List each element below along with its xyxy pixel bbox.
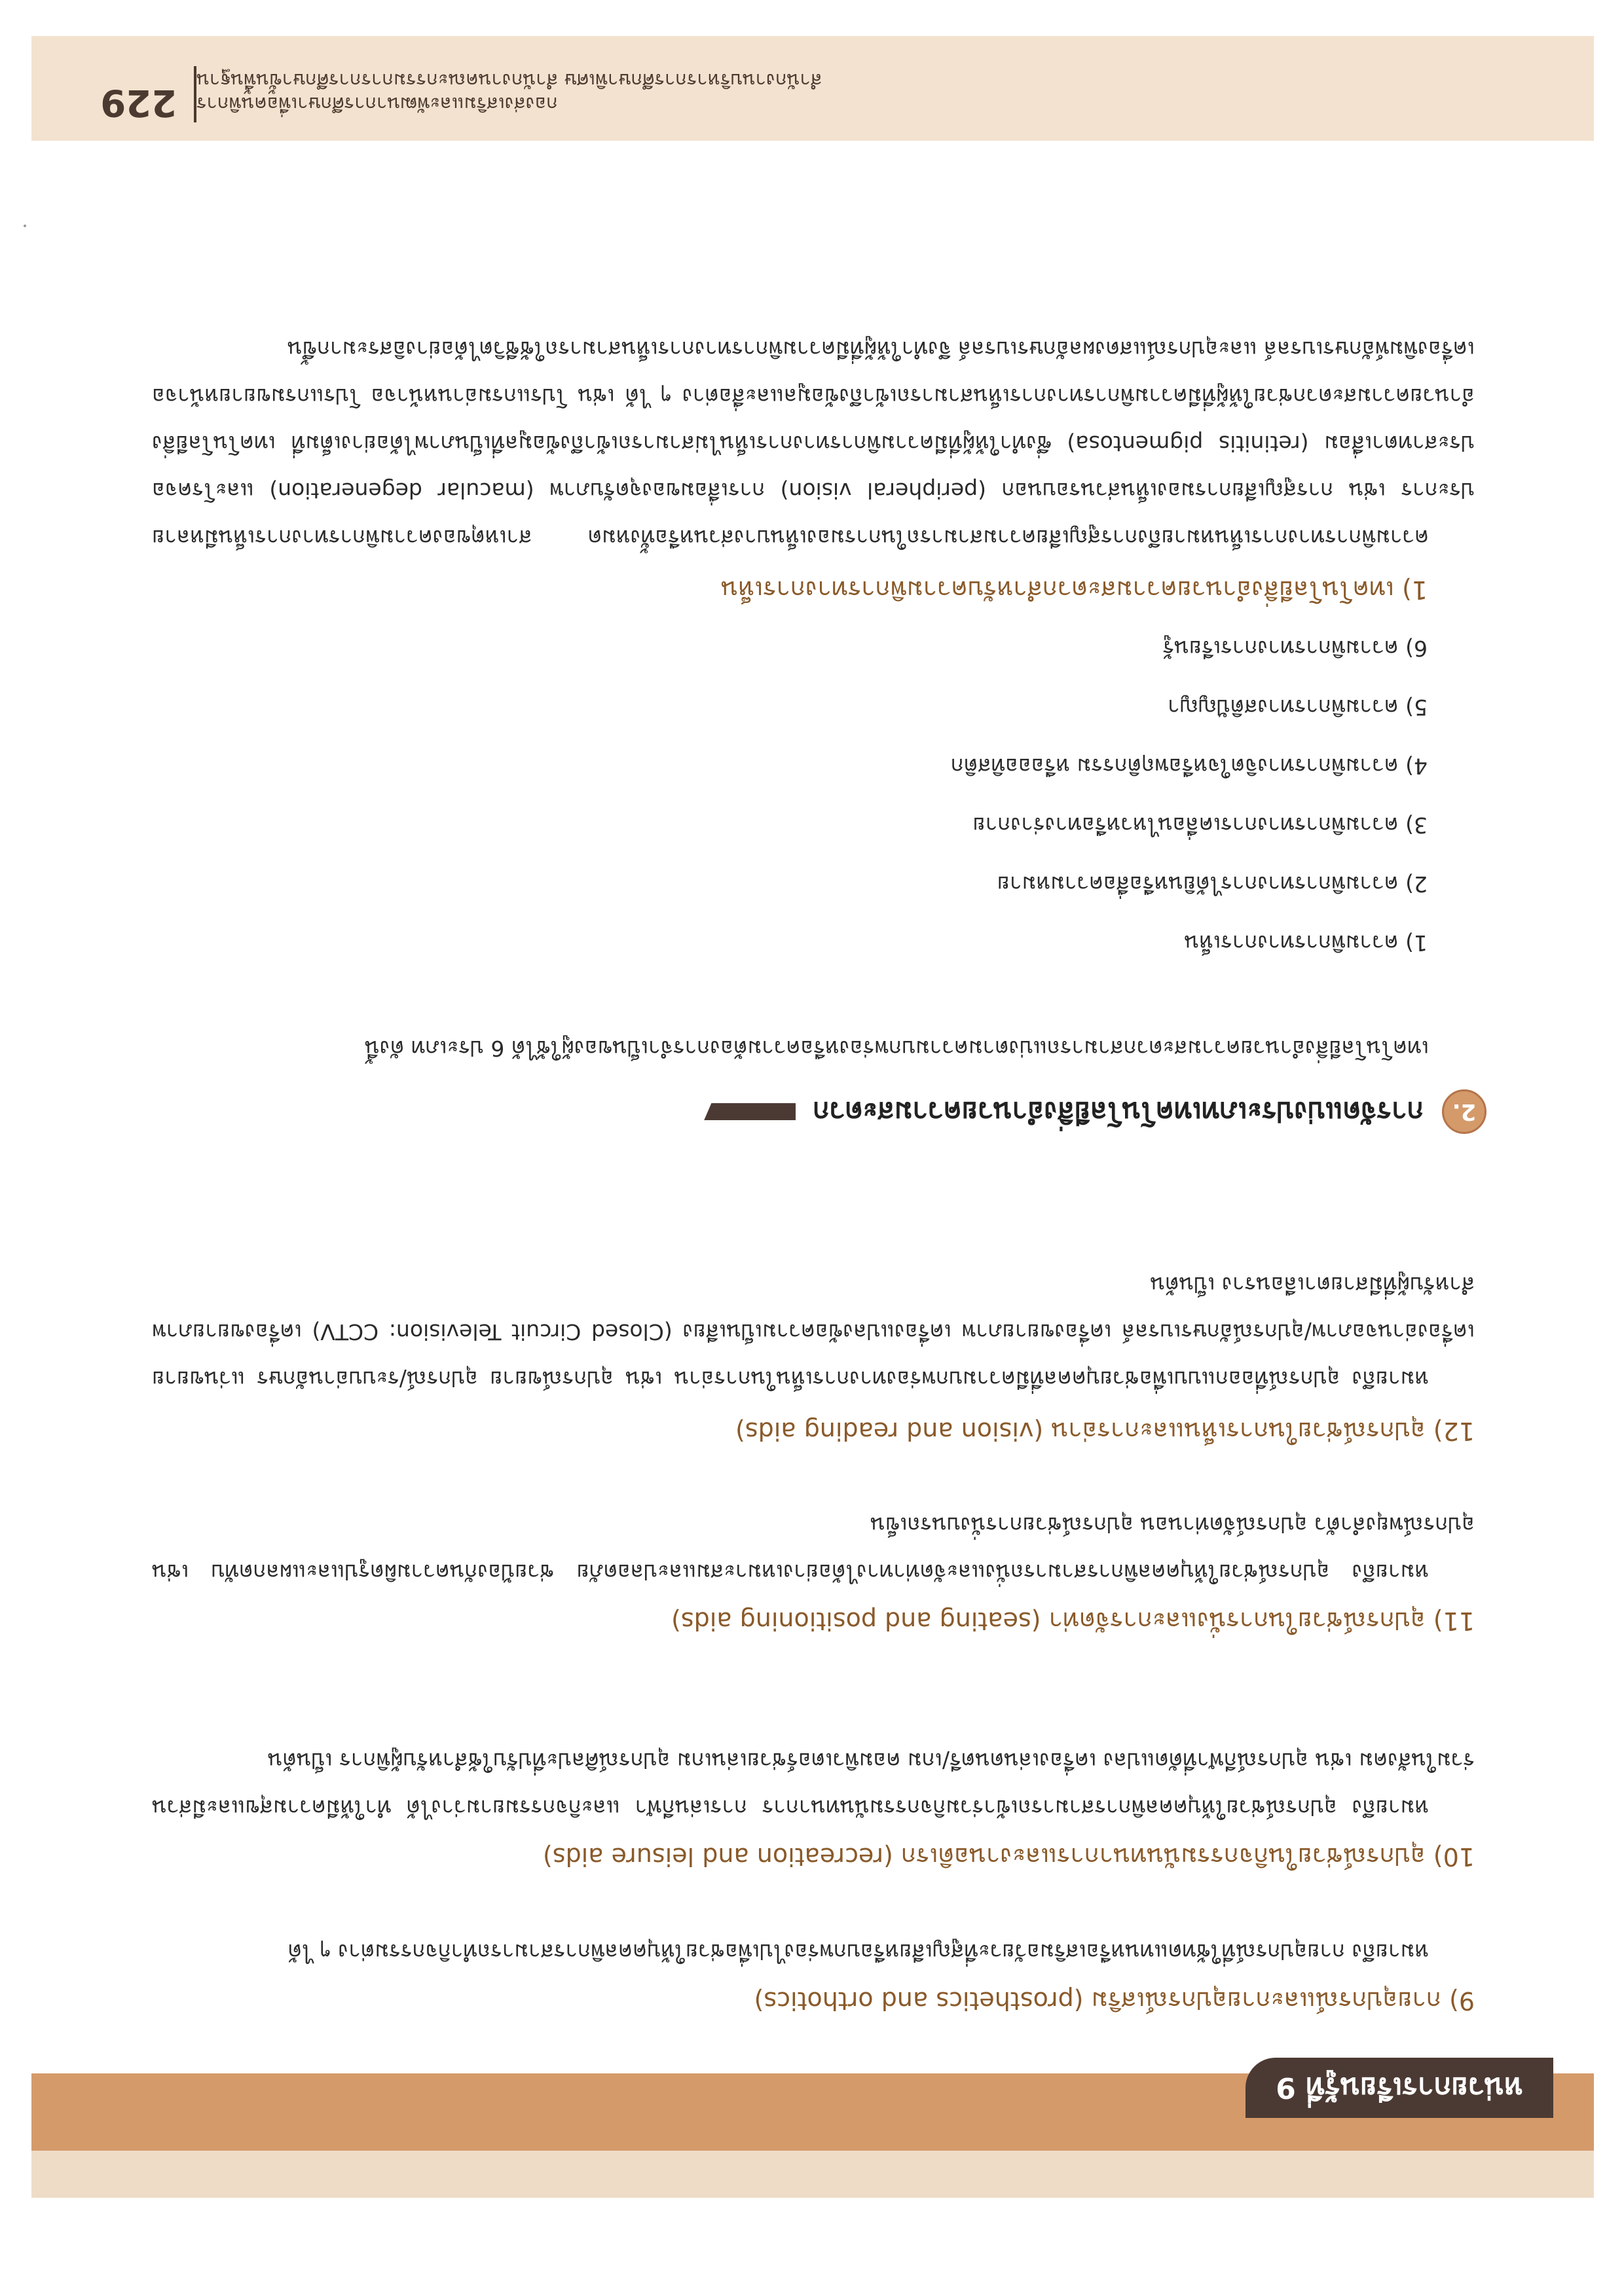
- section-title: การจัดแบ่งประเภทเทคโนโลยีสิ่งอำนวยความสะดวก: [813, 1096, 1424, 1128]
- paragraph-visual-impairment: [152, 325, 1475, 561]
- footer-text: [196, 69, 822, 116]
- list-item: 4) ความพิการทางจิตใจหรือพฤติกรรม หรือออทิสติก: [950, 754, 1428, 779]
- paragraph-recreation: [152, 1737, 1475, 1831]
- paragraph-prosthetics: [152, 1928, 1475, 1975]
- paragraph-text: หมายถึง อุปกรณ์ที่ออกแบบเพื่อช่วยบุคคลที่มีความบกพร่องทางการเห็นในการอ่าน เช่น อุปกรณ์ขยาย อุปกรณ์/ระบบอ่านอักษร แว่นขยาย เครื่องอ่านจอภาพ/อุปกรณ์อักษรเบรลล์ เครื่องขยายภาพ เครื่องแปลงข้อความเป็นเสียง (Closed Circuit Television: CCTV) เครื่องขยายภาพสำหรับผู้ที่มีสายตาเลือนราง เป็นต้น: [152, 1272, 1475, 1392]
- header-band: [31, 2151, 1594, 2198]
- paragraph-section-2-intro: [152, 1025, 1475, 1072]
- paragraph-text: เทคโนโลยีสิ่งอำนวยความสะดวกสามารถแบ่งตามความบกพร่องหรือความต้องการจำเป็นของผู้ใช้ได้ 6 ประเภท ดังนี้: [365, 1036, 1429, 1061]
- heading-visual-impairment: 1) เทคโนโลยีสิ่งอำนวยความสะดวกสำหรับความพิการทางการเห็น: [721, 575, 1428, 604]
- footer-line-1: กองส่งเสริมและพัฒนาการศึกษาเพื่อคนพิการ: [196, 93, 558, 115]
- heading-vision-aids: 12) อุปกรณ์ช่วยในการเห็นและการอ่าน (vision and reading aids): [735, 1417, 1475, 1446]
- paragraph-text: หมายถึง อุปกรณ์ช่วยให้บุคคลพิการสามารถเข้าร่วมกิจกรรมนันทนาการ การเล่นกีฬา และกิจกรรมยามว่างได้ ทำให้มีความสุขและมีส่วนร่วมในสังคม เช่น อุปกรณ์กีฬาที่ดัดแปลง เครื่องเล่นดนตรี/เกม คอมพิวเตอร์ช่วยเล่นเกม อุปกรณ์ศิลปะที่ปรับใช้สำหรับผู้พิการ เป็นต้น: [152, 1748, 1475, 1821]
- paragraph-text: หมายถึง กายอุปกรณ์ที่ใช้ทดแทนหรือเสริมอวัยวะที่สูญเสียหรือบกพร่องไปเพื่อช่วยให้บุคคลพิการสามารถทำกิจกรรมต่าง ๆ ได้: [287, 1939, 1429, 1965]
- list-item: 3) ความพิการทางการเคลื่อนไหวหรือทางร่างกาย: [972, 812, 1428, 838]
- heading-recreation: 10) อุปกรณ์ช่วยในกิจกรรมนันทนาการและงานอดิเรก (recreation and leisure aids): [542, 1842, 1475, 1871]
- section-number-badge: 2.: [1442, 1089, 1486, 1134]
- page-number: 229: [100, 81, 177, 124]
- list-item: 1) ความพิการทางการเห็น: [1184, 930, 1428, 956]
- footer-line-2: สำนักงานบริหารการศึกษาพิเศษ สำนักงานคณะกรรมการการศึกษาขั้นพื้นฐาน: [196, 69, 822, 92]
- paragraph-text: หมายถึง อุปกรณ์ช่วยให้บุคคลพิการสามารถนั่งและจัดท่าทางได้อย่างเหมาะสมและปลอดภัย ช่วยป้องกันความผิดรูปและแผลกดทับ เช่น อุปกรณ์พยุงลำตัว อุปกรณ์จัดท่านอน อุปกรณ์ช่วยการนั่งบนรถเข็น: [152, 1512, 1475, 1585]
- list-item: 2) ความพิการทางการได้ยินหรือสื่อความหมาย: [997, 871, 1428, 897]
- list-item: 5) ความพิการทางสติปัญญา: [1168, 695, 1428, 720]
- heading-prosthetics: 9) กายอุปกรณ์และกายอุปกรณ์เสริม (prosthetics and orthotics): [754, 1986, 1475, 2015]
- chapter-tab: [1246, 2058, 1553, 2118]
- scan-speck: [24, 225, 26, 227]
- list-item: 6) ความพิการทางการเรียนรู้: [1162, 636, 1428, 661]
- paragraph-vision-aids: [152, 1261, 1475, 1402]
- section-2-header: [704, 1089, 1486, 1134]
- section-title-decoration: [704, 1103, 796, 1120]
- paragraph-text: ความพิการทางการเห็นหมายถึงการสูญเสียความสามารถในการมองเห็นบางส่วนหรือทั้งหมด สาเหตุของความพิการทางการเห็นมีหลายประการ เช่น การสูญเสียการมองเห็นส่วนรอบนอก (peripheral vision) การเสื่อมของจุดรับภาพ (macular degeneration) และโรคจอประสาทตาเสื่อม (retinitis pigmentosa) ซึ่งทำให้ผู้ที่มีความพิการทางการเห็นไม่สามารถเข้าถึงข้อมูลที่เป็นภาพได้อย่างเต็มที่ เทคโนโลยีสิ่งอำนวยความสะดวกช่วยให้ผู้ที่มีความพิการทางการเห็นสามารถเข้าถึงข้อมูลและสื่อต่าง ๆ ได้ เช่น โปรแกรมอ่านหน้าจอ โปรแกรมขยายหน้าจอ เครื่องพิมพ์อักษรเบรลล์ และอุปกรณ์แสดงผลอักษรเบรลล์ จึงทำให้ผู้ที่มีความพิการทางการเห็นสามารถใช้ชีวิตได้อย่างอิสระมากขึ้น: [152, 337, 1475, 551]
- footer-divider: [194, 66, 196, 122]
- paragraph-seating: [152, 1501, 1475, 1595]
- heading-seating: 11) อุปกรณ์ช่วยในการนั่งและการจัดท่า (seating and positioning aids): [671, 1607, 1475, 1635]
- chapter-tab-label: หน่วยการเรียนรู้ที่ 9: [1276, 2071, 1523, 2104]
